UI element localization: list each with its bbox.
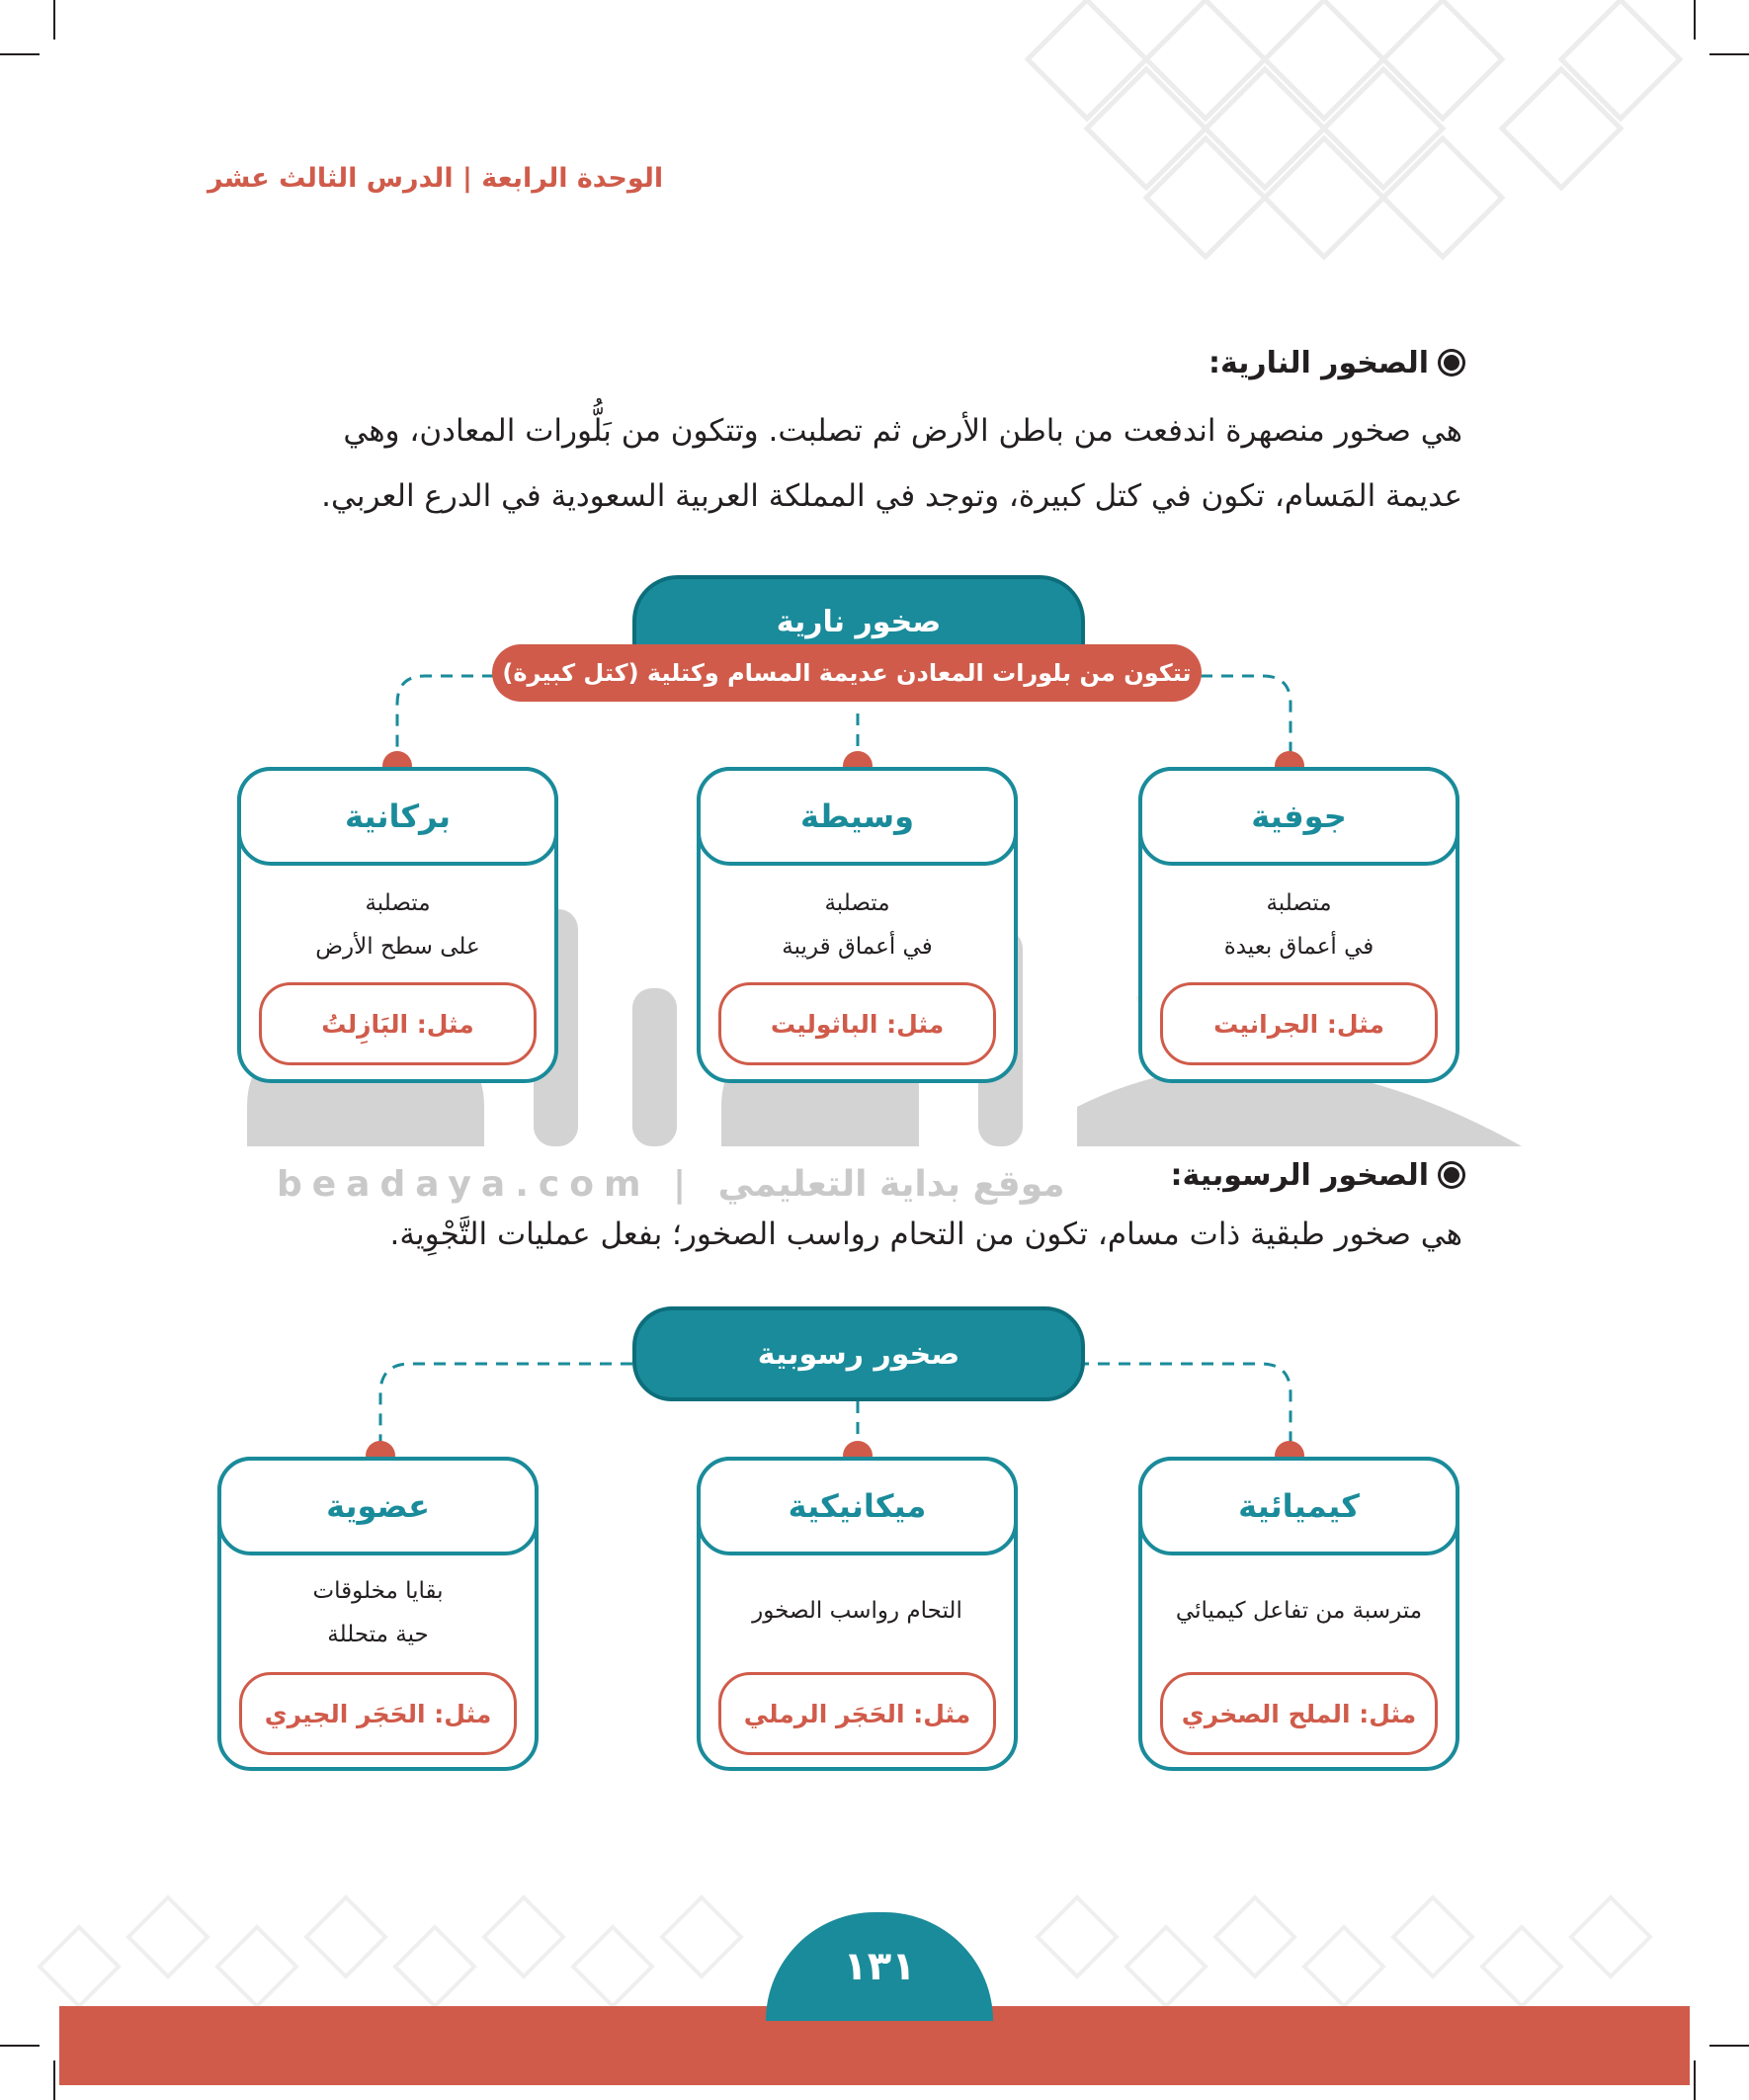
card-description: بقايا مخلوقات حية متحللة bbox=[312, 1578, 444, 1647]
card-mechanical bbox=[697, 1457, 1018, 1771]
card-organic bbox=[217, 1457, 539, 1771]
card-example: مثل: الباثوليت bbox=[718, 982, 996, 1065]
card-description: متصلبة في أعماق قريبة bbox=[782, 890, 933, 960]
page-number: ١٣١ bbox=[766, 1912, 993, 2021]
unit-label: الوحدة الرابعة bbox=[481, 163, 664, 194]
card-title: عضوية bbox=[217, 1457, 539, 1555]
card-title: وسيطة bbox=[697, 767, 1018, 866]
card-example: مثل: الملح الصخري bbox=[1160, 1672, 1438, 1755]
header-separator: | bbox=[461, 163, 472, 194]
sedimentary-root-box bbox=[632, 1306, 1085, 1401]
igneous-title: الصخور النارية: bbox=[1208, 346, 1462, 380]
sedimentary-root-label: صخور رسوبية bbox=[757, 1336, 960, 1372]
igneous-subtitle-text: تتكون من بلورات المعادن عديمة المسام وكتلية (كتل كبيرة) bbox=[502, 659, 1192, 687]
igneous-line-2: عديمة المَسام، تكون في كتل كبيرة، وتوجد في المملكة العربية السعودية في الدرع العربي. bbox=[321, 478, 1462, 514]
card-title: بركانية bbox=[237, 767, 558, 866]
card-description: مترسبة من تفاعل كيميائي bbox=[1175, 1598, 1423, 1624]
card-chemical bbox=[1138, 1457, 1459, 1771]
card-title: ميكانيكية bbox=[697, 1457, 1018, 1555]
card-description: متصلبة في أعماق بعيدة bbox=[1223, 890, 1374, 960]
watermark-text: beadaya.com | موقع بداية التعليمي bbox=[277, 1164, 1065, 1205]
card-description: التحام رواسب الصخور bbox=[752, 1598, 962, 1624]
card-title: كيميائية bbox=[1138, 1457, 1459, 1555]
card-description: متصلبة على سطح الأرض bbox=[315, 890, 480, 960]
card-title: جوفية bbox=[1138, 767, 1459, 866]
card-example: مثل: الحَجَر الرملي bbox=[718, 1672, 996, 1755]
sedimentary-title: الصخور الرسوبية: bbox=[1171, 1158, 1462, 1193]
card-example: مثل: البَازِلتُ bbox=[259, 982, 537, 1065]
sedimentary-line-1: هي صخور طبقية ذات مسام، تكون من التحام رواسب الصخور؛ بفعل عمليات التَّجْوِية. bbox=[389, 1217, 1462, 1252]
card-example: مثل: الجرانيت bbox=[1160, 982, 1438, 1065]
card-example: مثل: الحَجَر الجيري bbox=[239, 1672, 517, 1755]
igneous-line-1: هي صخور منصهرة اندفعت من باطن الأرض ثم تصلبت. وتتكون من بَلُّورات المعادن، وهي bbox=[343, 413, 1462, 449]
igneous-root-label: صخور نارية bbox=[776, 604, 942, 639]
lesson-label: الدرس الثالث عشر bbox=[208, 163, 454, 194]
